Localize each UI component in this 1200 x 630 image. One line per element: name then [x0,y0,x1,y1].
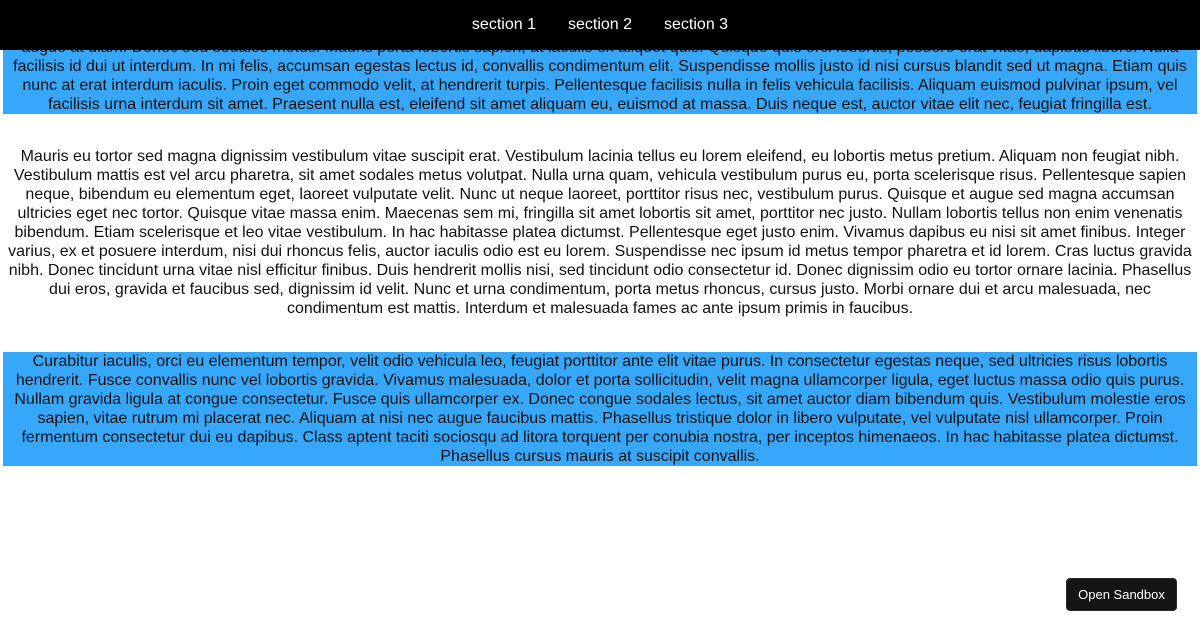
nav-link-section-1[interactable]: section 1 [471,16,536,33]
top-navigation [0,0,1200,50]
nav-link-section-2[interactable]: section 2 [567,16,633,33]
open-sandbox-button[interactable]: Open Sandbox [1066,578,1177,611]
section-2-text: Mauris eu tortor sed magna dignissim vestibulum vitae suscipit erat. Vestibulum lacinia tellus eu lorem eleifend, eu lobortis metus pretium. Aliquam non feugiat nibh. Vestibulum mattis est vel arcu pharetra, sit amet sodales metus volutpat. Nulla urna quam, vehicula vestibulum purus eu, porta scelerisque risus. Pellentesque sapien neque, bibendum eu elementum eget, laoreet vulputate velit. Nunc ut neque laoreet, porttitor risus nec, vestibulum purus. Quisque et augue sed magna accumsan ultricies eget nec tortor. Quisque vitae massa enim. Maecenas sem mi, fringilla sit amet lobortis sit amet, porttitor nec justo. Nullam lobortis tellus non enim venenatis bibendum. Etiam scelerisque et leo vitae vestibulum. In hac habitasse platea dictumst. Pellentesque eget justo enim. Vivamus dapibus eu nisi sit amet finibus. Integer varius, ex et posuere interdum, nisi dui rhoncus felis, auctor iaculis odio est eu lorem. Suspendisse nec ipsum id metus tempor pharetra et id lorem. Cras luctus gravida nibh. Donec tincidunt urna vitae nisl efficitur finibus. Duis hendrerit mollis nisi, sed tincidunt odio consectetur id. Donec dignissim odio eu tortor ornare lacinia. Phasellus dui eros, gravida et faucibus sed, dignissim id velit. Nunc et urna condimentum, porta metus rhoncus, cursus justo. Morbi ornare dui et arcu malesuada, nec condimentum est mattis. Interdum et malesuada fames ac ante ipsum primis in faucibus. [8,148,1192,317]
section-3 [3,352,1197,466]
section-3-text: Curabitur iaculis, orci eu elementum tempor, velit odio vehicula leo, feugiat porttitor ante elit vitae purus. In consectetur egestas neque, sed ultricies risus lobortis hendrerit. Fusce convallis nunc vel lobortis gravida. Vivamus malesuada, dolor et porta sollicitudin, velit magna ullamcorper ligula, eget luctus massa odio quis purus. Nullam gravida ligula at congue consectetur. Fusce quis ullamcorper ex. Donec congue sodales lectus, sit amet auctor diam bibendum quis. Vestibulum molestie eros sapien, vitae rutrum mi placerat nec. Aliquam at nisi nec augue faucibus mattis. Phasellus tristique dolor in libero vulputate, vel vulputate nisl ullamcorper. Proin fermentum consectetur dui eu dapibus. Class aptent taciti sociosqu ad litora torquent per conubia nostra, per inceptos himenaeos. In hac habitasse platea dictumst. Phasellus cursus mauris at suscipit convallis. [14,353,1186,465]
section-2 [3,147,1197,318]
nav-link-section-3[interactable]: section 3 [664,16,729,33]
section-1-text: facilisis id dui ut interdum. In mi felis, accumsan egestas lectus id, convallis condimentum elit. Suspendisse mollis justo id nisi cursus blandit sed ut magna. Etiam quis nunc at erat interdum iaculis. Proin eget commodo velit, at hendrerit turpis. Pellentesque facilisis nulla in felis vehicula facilisis. Aliquam euismod pulvinar ipsum, vel facilisis urna interdum sit amet. Praesent nulla est, eleifend sit amet aliquam eu, euismod at massa. Duis neque est, auctor vitae elit nec, feugiat fringilla est. [13,58,1187,113]
